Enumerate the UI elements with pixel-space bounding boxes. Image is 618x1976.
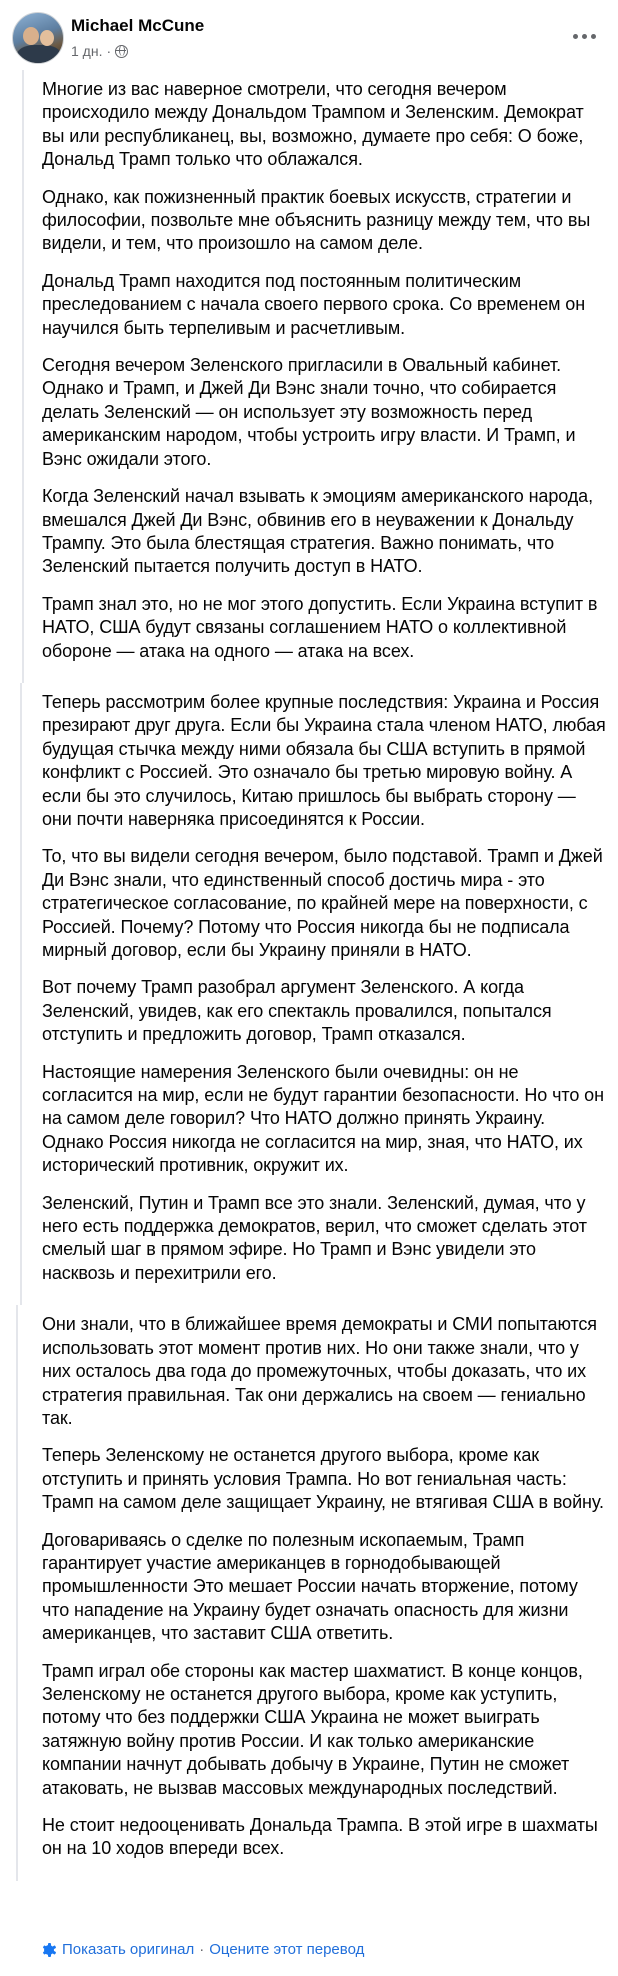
more-dot xyxy=(573,34,578,39)
avatar-photo-face xyxy=(23,27,39,45)
post-paragraph: Договариваясь о сделке по полезным ископаемым, Трамп гарантирует участие американцев в горнодобывающей промышленности Это мешает России начать вторжение, потому что нападение на Украину будет означать опасность для жизни американцев, что заставит США ответить. xyxy=(42,1529,578,1644)
meta-separator: · xyxy=(106,43,112,59)
text-section-2 xyxy=(14,683,614,1305)
text-section-1 xyxy=(14,70,614,683)
more-dot xyxy=(582,34,587,39)
globe-icon[interactable] xyxy=(115,45,128,58)
post-paragraph: Сегодня вечером Зеленского пригласили в Овальный кабинет. Однако и Трамп, и Джей Ди Вэнс знали точно, что собирается делать Зеленский — он использует эту возможность перед американским народом, чтобы устроить игру власти. И Трамп, и Вэнс ожидали этого. xyxy=(42,355,576,469)
more-options-icon[interactable] xyxy=(568,24,600,48)
post-paragraph: Теперь Зеленскому не останется другого выбора, кроме как отступить и принять условия Трампа. Но вот гениальная часть: Трамп на самом деле защищает Украину, не втягивая США в войну. xyxy=(42,1445,604,1513)
post-paragraph: То, что вы видели сегодня вечером, было подставой. Трамп и Джей Ди Вэнс знали, что единственный способ достичь мира - это стратегическое согласование, по крайней мере на поверхности, с Россией. Почему? Потому что Россия никогда бы не подписала мирный договор, если бы Украину приняли в НАТО. xyxy=(42,846,603,960)
more-dot xyxy=(591,34,596,39)
author-name[interactable]: Michael McCune xyxy=(71,16,205,35)
gear-ring xyxy=(44,1945,54,1955)
footer-separator: · xyxy=(199,1941,205,1958)
post-paragraph: Теперь рассмотрим более крупные последствия: Украина и Россия презирают друг друга. Если бы Украина стала членом НАТО, любая будущая стычка между ними обязала бы США вступить в прямой конфликт с Россией. Это означало бы третью мировую войну. А если бы это случилось, Китаю пришлось бы выбрать сторону — они почти наверняка присоединятся к России. xyxy=(42,691,606,829)
rate-translation-link[interactable]: Оцените этот перевод xyxy=(209,1941,365,1958)
text-section-3 xyxy=(14,1305,614,1881)
post-header xyxy=(0,0,618,72)
post-paragraph: Они знали, что в ближайшее время демократы и СМИ попытаются использовать этот момент против них. Но они также знали, что у них осталось два года до промежуточных, чтобы доказать, что их стратегия правильная. Так они держались на своем — гениально так. xyxy=(42,1314,597,1428)
post-paragraph: Зеленский, Путин и Трамп все это знали. Зеленский, думая, что у него есть поддержка демократов, верил, что сможет сделать этот смелый шаг в прямом эфире. Но Трамп и Вэнс увидели это насквозь и перехитрили его. xyxy=(42,1192,587,1283)
post-paragraph: Однако, как пожизненный практик боевых искусств, стратегии и философии, позвольте мне объяснить разницу между тем, что вы видели, и тем, что произошло на самом деле. xyxy=(42,186,591,254)
post-paragraph: Многие из вас наверное смотрели, что сегодня вечером происходило между Дональдом Трампом и Зеленским. Демократ вы или республиканец, вы, возможно, думаете про себя: О боже, Дональд Трамп только что облажался. xyxy=(42,79,584,170)
avatar-photo-face xyxy=(40,30,54,46)
avatar-photo-body xyxy=(17,45,61,64)
post-paragraph: Дональд Трамп находится под постоянным политическим преследованием с начала своего первого срока. Со временем он научился быть терпеливым и расчетливым. xyxy=(42,270,586,338)
post-paragraph: Настоящие намерения Зеленского были очевидны: он не согласится на мир, если не будут гарантии безопасности. Но что он на самом деле говорил? Что НАТО должно принять Украину. Однако Россия никогда не согласится на мир, зная, что НАТО, их исторический противник, окружит их. xyxy=(42,1061,604,1176)
translation-footer xyxy=(42,1940,364,1960)
post-body xyxy=(14,70,614,1881)
avatar[interactable] xyxy=(12,12,64,64)
show-original-link[interactable]: Показать оригинал xyxy=(62,1941,195,1958)
post-paragraph: Не стоит недооценивать Дональда Трампа. В этой игре в шахматы он на 10 ходов впереди всех. xyxy=(42,1815,598,1859)
post-meta xyxy=(71,42,128,60)
post-paragraph: Трамп играл обе стороны как мастер шахматист. В конце концов, Зеленскому не останется другого выбора, кроме как уступить, потому что без поддержки США Украина не может выиграть затяжную войну против России. И как только американские компании начнут добывать добычу в Украине, Путин не сможет атаковать, не вызвав массовых международных последствий. xyxy=(42,1660,583,1798)
post-paragraph: Когда Зеленский начал взывать к эмоциям американского народа, вмешался Джей Ди Вэнс, обвинив его в неуважении к Дональду Трампу. Это была блестящая стратегия. Важно понимать, что Зеленский пытается получить доступ в НАТО. xyxy=(42,486,593,577)
post-timestamp[interactable]: 1 дн. xyxy=(71,43,103,59)
post-paragraph: Вот почему Трамп разобрал аргумент Зеленского. А когда Зеленский, увидев, как его спектакль провалился, попытался отступить и предложить договор, Трамп отказался. xyxy=(42,977,552,1045)
post-paragraph: Трамп знал это, но не мог этого допустить. Если Украина вступит в НАТО, США будут связаны соглашением НАТО о коллективной обороне — атака на одного — атака на всех. xyxy=(42,593,598,661)
gear-icon xyxy=(42,1943,56,1957)
